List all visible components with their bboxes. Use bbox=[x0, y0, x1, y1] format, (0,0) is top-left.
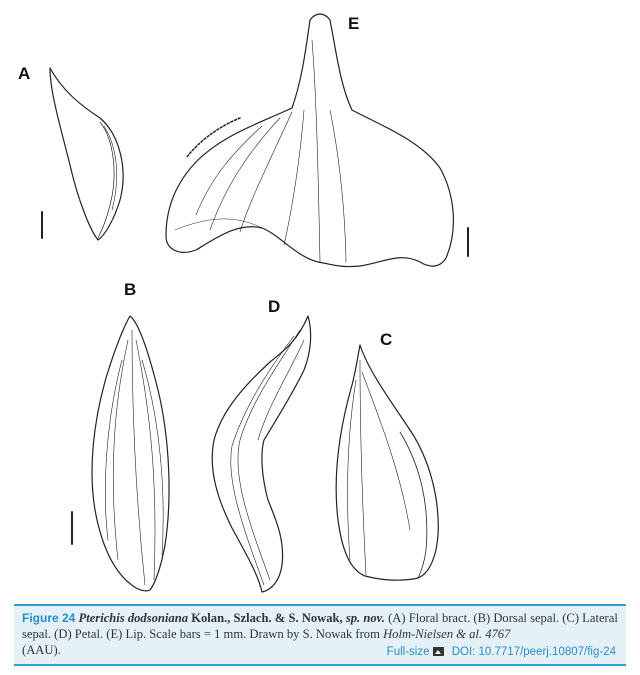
full-size-link[interactable]: Full-size bbox=[386, 646, 430, 658]
collector-reference: Holm-Nielsen & al. 4767 bbox=[383, 627, 511, 641]
dorsal-sepal-drawing bbox=[72, 316, 169, 591]
species-name: Pterichis dodsoniana bbox=[78, 611, 189, 625]
lip-drawing bbox=[166, 14, 468, 267]
floral-bract-drawing bbox=[42, 68, 123, 240]
panel-label-d: D bbox=[268, 297, 281, 316]
panel-label-a: A bbox=[18, 64, 31, 83]
panel-label-c: C bbox=[380, 330, 393, 349]
petal-drawing bbox=[212, 316, 310, 592]
figure-number: Figure 24 bbox=[22, 611, 76, 625]
image-icon[interactable] bbox=[433, 647, 444, 656]
caption-description: (A) Floral bract. (B) Dorsal sepal. (C) Lateral sepal. (D) Petal. (E) Lip. Scale bars = 1 mm. Drawn by S. Nowak from bbox=[22, 611, 618, 641]
panel-label-e: E bbox=[348, 14, 360, 33]
figure-caption bbox=[14, 604, 626, 666]
species-authors: Kolan., Szlach. & S. Nowak, bbox=[191, 611, 343, 625]
caption-links bbox=[383, 644, 616, 660]
herbarium-code: (AAU). bbox=[22, 643, 61, 657]
lateral-sepal-drawing bbox=[336, 345, 438, 580]
doi-link[interactable]: DOI: 10.7717/peerj.10807/fig-24 bbox=[451, 646, 616, 658]
sp-nov-label: sp. nov. bbox=[345, 611, 385, 625]
panel-label-b: B bbox=[124, 280, 137, 299]
